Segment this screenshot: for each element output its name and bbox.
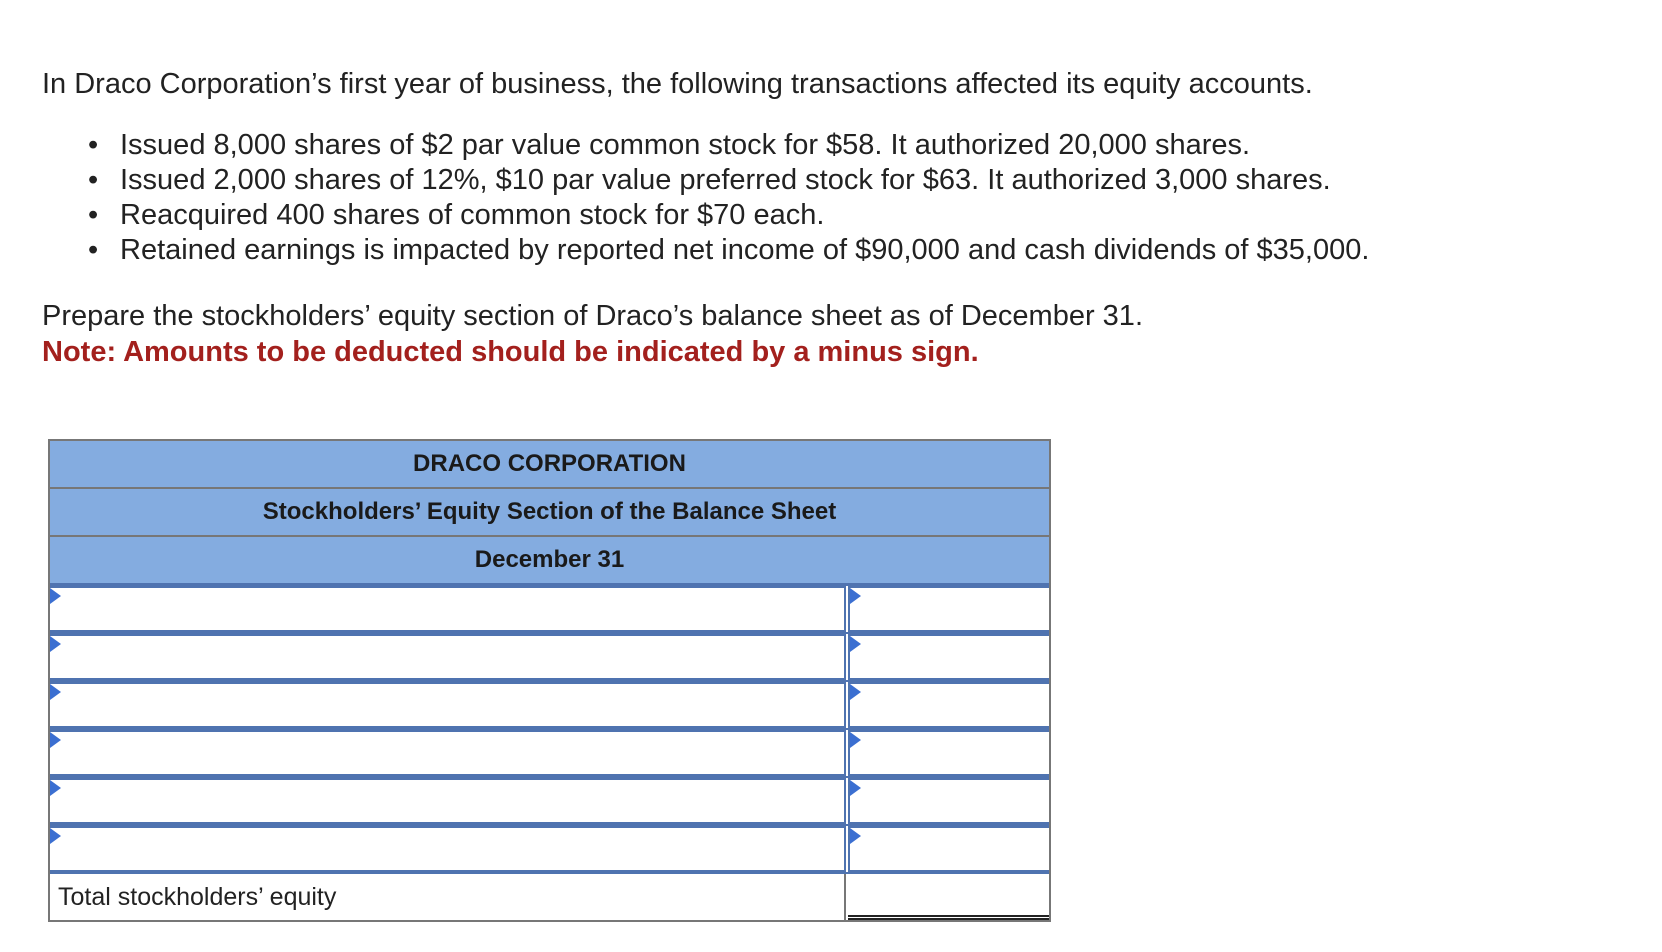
dropdown-triangle-icon xyxy=(50,684,61,700)
total-label: Total stockholders’ equity xyxy=(50,874,846,920)
worksheet-row xyxy=(50,776,1049,824)
worksheet-row xyxy=(50,632,1049,680)
dropdown-triangle-icon xyxy=(850,684,861,700)
worksheet-row xyxy=(50,583,1049,632)
amount-input[interactable] xyxy=(850,588,1049,630)
instruction-text: Prepare the stockholders’ equity section of Draco’s balance sheet as of December 31. xyxy=(42,300,1143,332)
account-dropdown[interactable] xyxy=(50,682,846,728)
transaction-item: • Reacquired 400 shares of common stock for $70 each. xyxy=(88,199,825,231)
dropdown-triangle-icon xyxy=(850,636,861,652)
dropdown-triangle-icon xyxy=(850,588,861,604)
account-dropdown[interactable] xyxy=(50,826,846,872)
dropdown-triangle-icon xyxy=(850,780,861,796)
note-text: Note: Amounts to be deducted should be indicated by a minus sign. xyxy=(42,336,979,368)
transaction-list xyxy=(42,128,1602,268)
worksheet-row xyxy=(50,824,1049,872)
bullet-icon: • xyxy=(88,129,99,161)
amount-cell[interactable] xyxy=(848,730,1049,776)
statement-date-header: December 31 xyxy=(50,537,1049,583)
total-amount-input[interactable] xyxy=(848,874,1049,915)
bullet-icon: • xyxy=(88,164,99,196)
dropdown-triangle-icon xyxy=(50,732,61,748)
amount-input[interactable] xyxy=(850,780,1049,822)
account-label-input[interactable] xyxy=(50,588,844,630)
equity-worksheet xyxy=(48,439,1051,922)
amount-input[interactable] xyxy=(850,828,1049,870)
account-dropdown[interactable] xyxy=(50,586,846,632)
amount-cell[interactable] xyxy=(848,586,1049,632)
statement-title-header: Stockholders’ Equity Section of the Balance Sheet xyxy=(50,489,1049,537)
transaction-item: • Retained earnings is impacted by reported net income of $90,000 and cash dividends of $35,000. xyxy=(88,234,1370,266)
total-row xyxy=(50,872,1049,920)
worksheet-row xyxy=(50,680,1049,728)
amount-cell[interactable] xyxy=(848,634,1049,680)
amount-input[interactable] xyxy=(850,732,1049,774)
amount-cell[interactable] xyxy=(848,826,1049,872)
transaction-item: • Issued 8,000 shares of $2 par value common stock for $58. It authorized 20,000 shares. xyxy=(88,129,1251,161)
question-text xyxy=(42,66,1602,370)
account-label-input[interactable] xyxy=(50,636,844,678)
bullet-icon: • xyxy=(88,234,99,266)
account-label-input[interactable] xyxy=(50,828,844,870)
account-dropdown[interactable] xyxy=(50,730,846,776)
amount-input[interactable] xyxy=(850,684,1049,726)
dropdown-triangle-icon xyxy=(50,636,61,652)
transaction-item: • Issued 2,000 shares of 12%, $10 par value preferred stock for $63. It authorized 3,000 shares. xyxy=(88,164,1331,196)
account-label-input[interactable] xyxy=(50,780,844,822)
amount-input[interactable] xyxy=(850,636,1049,678)
dropdown-triangle-icon xyxy=(50,828,61,844)
intro-paragraph: In Draco Corporation’s first year of business, the following transactions affected its equity accounts. xyxy=(42,68,1313,100)
dropdown-triangle-icon xyxy=(50,780,61,796)
account-dropdown[interactable] xyxy=(50,778,846,824)
bullet-icon: • xyxy=(88,199,99,231)
amount-cell[interactable] xyxy=(848,778,1049,824)
account-dropdown[interactable] xyxy=(50,634,846,680)
dropdown-triangle-icon xyxy=(850,828,861,844)
company-name-header: DRACO CORPORATION xyxy=(50,441,1049,489)
amount-cell[interactable] xyxy=(848,682,1049,728)
dropdown-triangle-icon xyxy=(50,588,61,604)
account-label-input[interactable] xyxy=(50,732,844,774)
total-amount-cell[interactable] xyxy=(848,874,1049,920)
account-label-input[interactable] xyxy=(50,684,844,726)
worksheet-row xyxy=(50,728,1049,776)
dropdown-triangle-icon xyxy=(850,732,861,748)
